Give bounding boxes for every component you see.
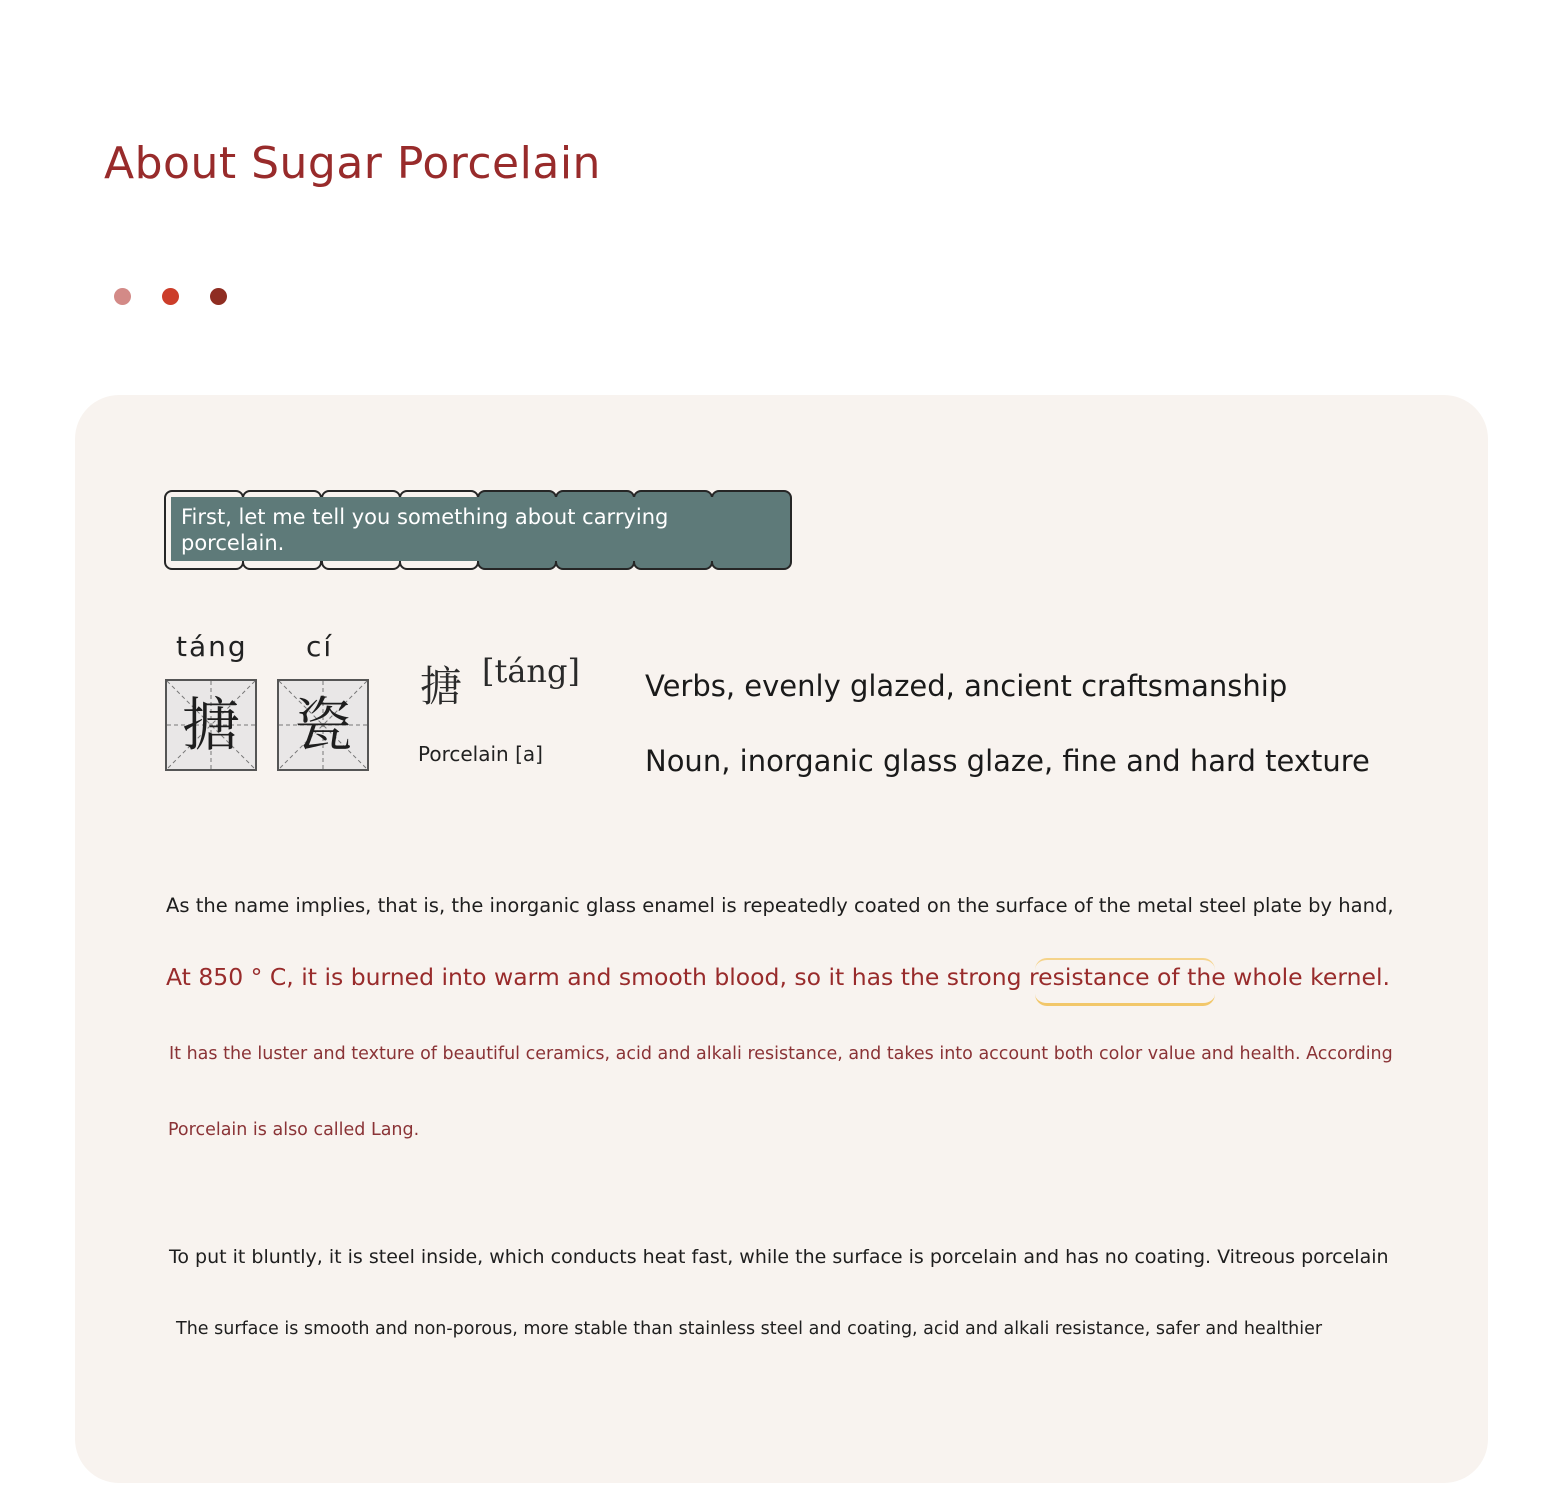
pinyin-tang: táng — [176, 630, 248, 663]
paragraph-2: At 850 ° C, it is burned into warm and smooth blood, so it has the strong resistance of the whole kernel. — [166, 963, 1390, 991]
character-tang: 搪 — [181, 691, 240, 759]
character-box-tang — [165, 679, 257, 771]
meaning-noun: Noun, inorganic glass glaze, fine and hard texture — [645, 744, 1370, 778]
paragraph-6: The surface is smooth and non-porous, more stable than stainless steel and coating, acid and alkali resistance, safer and healthier — [176, 1319, 1323, 1339]
paragraph-1: As the name implies, that is, the inorganic glass enamel is repeatedly coated on the surface of the metal steel plate by hand, — [166, 894, 1394, 917]
intro-banner — [164, 490, 792, 572]
meaning-verb: Verbs, evenly glazed, ancient craftsmanship — [645, 669, 1288, 703]
page-title: About Sugar Porcelain — [104, 138, 601, 189]
definition-porcelain-label: Porcelain [a] — [418, 742, 543, 766]
paragraph-3: It has the luster and texture of beautiful ceramics, acid and alkali resistance, and takes into account both color value and health. According — [169, 1044, 1393, 1064]
definition-pinyin: [táng] — [482, 652, 580, 690]
character-ci: 瓷 — [293, 691, 352, 759]
pinyin-ci: cí — [306, 630, 334, 663]
decorative-dot — [114, 288, 131, 305]
decorative-dot — [162, 288, 179, 305]
banner-text: First, let me tell you something about carrying porcelain. — [181, 505, 669, 555]
character-box-ci — [277, 679, 369, 771]
paragraph-5: To put it bluntly, it is steel inside, which conducts heat fast, while the surface is porcelain and has no coating. Vitreous porcelain — [169, 1246, 1389, 1268]
definition-character: 搪 — [420, 662, 463, 711]
decorative-dot — [210, 288, 227, 305]
paragraph-4: Porcelain is also called Lang. — [168, 1120, 420, 1140]
